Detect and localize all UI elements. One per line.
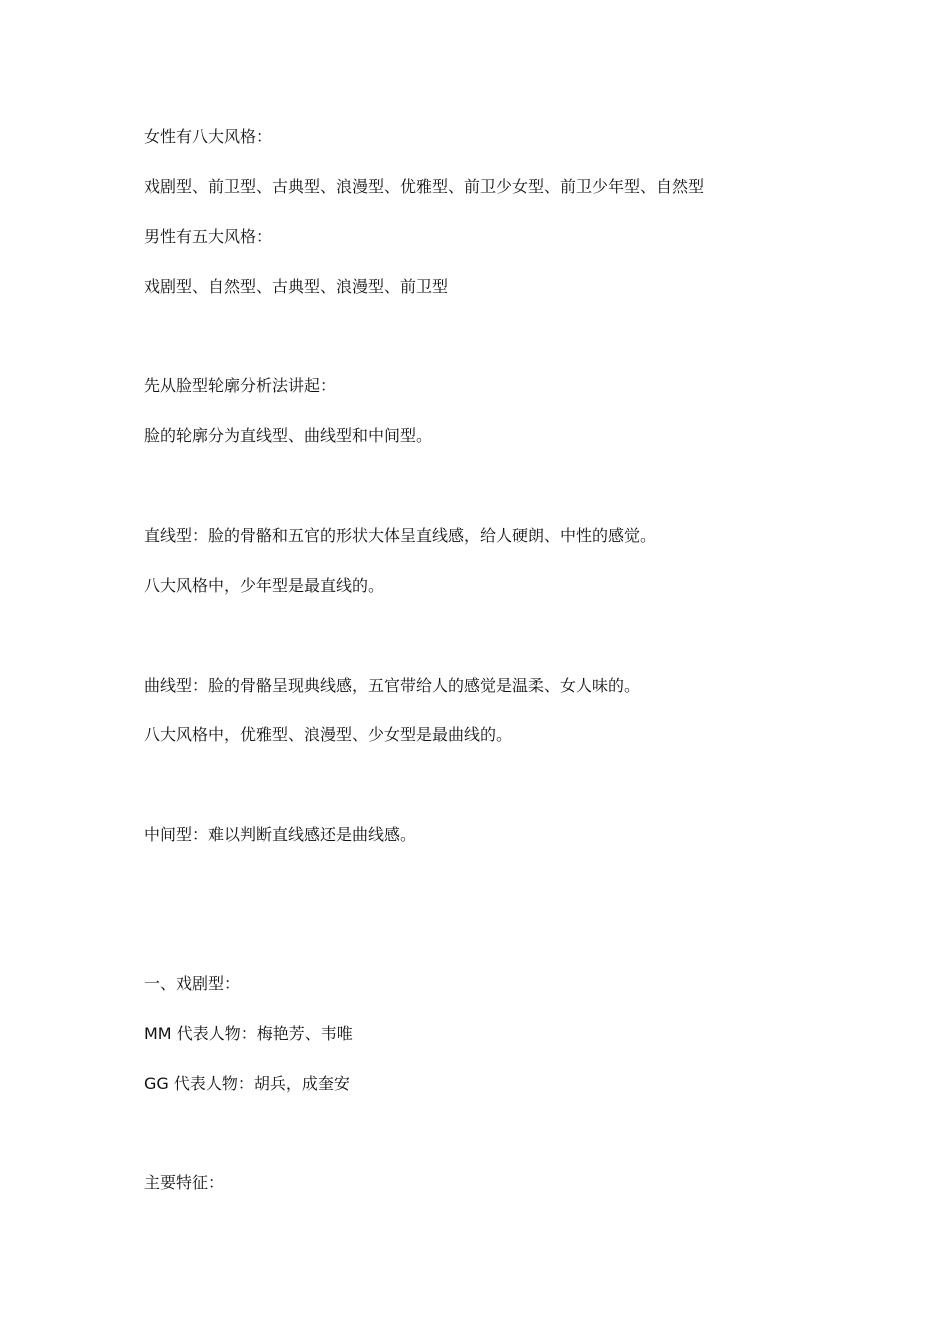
female-styles-list: 戏剧型、前卫型、古典型、浪漫型、优雅型、前卫少女型、前卫少年型、自然型 xyxy=(144,177,705,196)
female-representatives: MM 代表人物：梅艳芳、韦唯 xyxy=(144,1024,353,1043)
male-styles-heading: 男性有五大风格： xyxy=(144,227,273,246)
male-representatives: GG 代表人物：胡兵，成奎安 xyxy=(144,1074,350,1093)
curve-type-note: 八大风格中，优雅型、浪漫型、少女型是最曲线的。 xyxy=(144,725,513,744)
male-styles-list: 戏剧型、自然型、古典型、浪漫型、前卫型 xyxy=(144,277,449,296)
female-styles-heading: 女性有八大风格： xyxy=(144,127,273,146)
curve-type-description: 曲线型：脸的骨骼呈现典线感，五官带给人的感觉是温柔、女人味的。 xyxy=(144,676,641,695)
main-features-heading: 主要特征： xyxy=(144,1173,225,1192)
dramatic-type-heading: 一、戏剧型： xyxy=(144,974,241,993)
straight-type-note: 八大风格中，少年型是最直线的。 xyxy=(144,576,385,595)
face-analysis-intro: 先从脸型轮廓分析法讲起： xyxy=(144,376,337,395)
straight-type-description: 直线型：脸的骨骼和五官的形状大体呈直线感，给人硬朗、中性的感觉。 xyxy=(144,526,657,545)
face-contour-types: 脸的轮廓分为直线型、曲线型和中间型。 xyxy=(144,426,433,445)
middle-type-description: 中间型：难以判断直线感还是曲线感。 xyxy=(144,825,417,844)
